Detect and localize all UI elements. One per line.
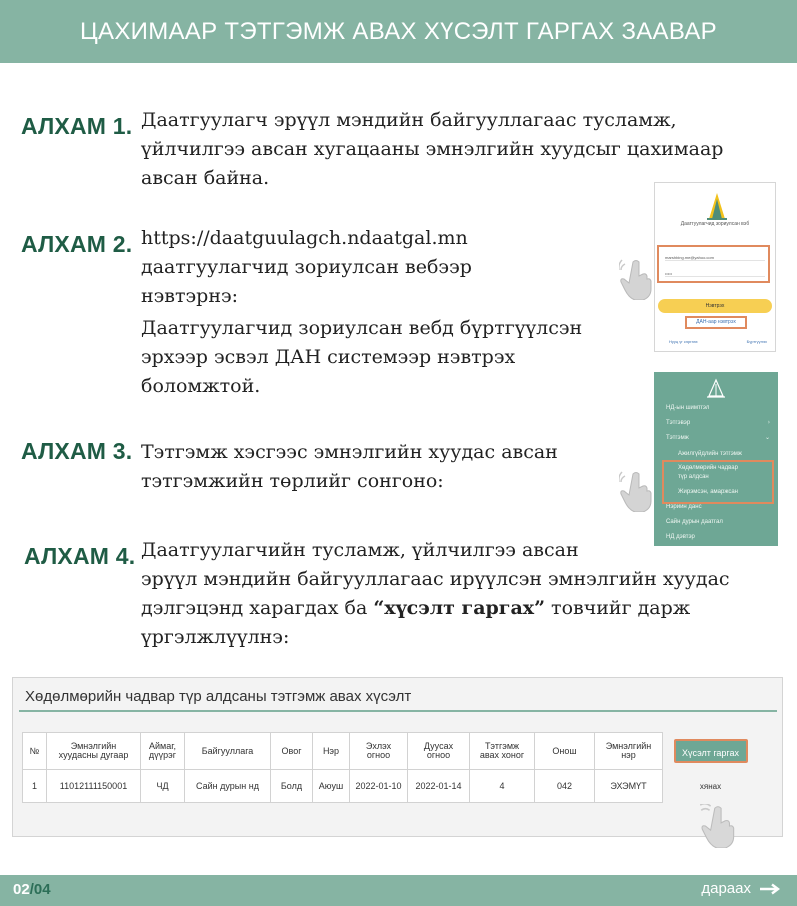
cell-name: Аюуш bbox=[313, 770, 350, 803]
ndaatgal-logo-icon bbox=[705, 191, 729, 221]
step-3-line: Тэтгэмж хэсгээс эмнэлгийн хуудас авсан bbox=[141, 441, 558, 463]
page-current: 02 bbox=[13, 881, 30, 898]
col-start-date: Эхлэх огноо bbox=[350, 733, 408, 770]
menu-item-hodolmor-cont[interactable]: түр алдсан bbox=[678, 474, 709, 480]
col-name: Нэр bbox=[313, 733, 350, 770]
cell-number: 1 bbox=[23, 770, 47, 803]
page-title: ЦАХИМААР ТЭТГЭМЖ АВАХ ХҮСЭЛТ ГАРГАХ ЗААВАР bbox=[79, 17, 717, 45]
step-4-line: үргэлжлүүлнэ: bbox=[141, 626, 290, 648]
col-action bbox=[663, 733, 759, 770]
menu-item-devter[interactable]: НД дэвтэр bbox=[666, 534, 695, 540]
step-4-line: эрүүл мэндийн байгууллагаас ирүүлсэн эмнэлгийн хуудас bbox=[141, 568, 730, 590]
step-4-label: АЛХАМ 4. bbox=[24, 543, 136, 569]
login-screenshot bbox=[654, 182, 776, 352]
menu-item-shimtgel[interactable]: НД-ын шимтгэл bbox=[666, 405, 710, 411]
next-button[interactable] bbox=[701, 880, 781, 897]
col-number: № bbox=[23, 733, 47, 770]
step-3-line: тэтгэмжийн төрлийг сонгоно: bbox=[141, 470, 444, 492]
menu-highlight bbox=[662, 460, 774, 504]
step-4-line bbox=[141, 594, 730, 623]
arrow-right-icon bbox=[759, 883, 781, 895]
step-2-text bbox=[141, 224, 472, 311]
website-link[interactable]: https://daatguulagch.ndaatgal.mn bbox=[141, 227, 468, 249]
step-1-label: АЛХАМ 1. bbox=[21, 113, 133, 139]
col-sheet-number: Эмнэлгийн хуудасны дугаар bbox=[47, 733, 141, 770]
step-1-text bbox=[141, 106, 723, 193]
step-2-line: даатгуулагчид зориулсан вебээр bbox=[141, 256, 472, 278]
step-2-extra-text bbox=[141, 314, 582, 401]
step-2-extra-line: эрхээр эсвэл ДАН системээр нэвтрэх bbox=[141, 346, 516, 368]
login-credentials-highlight bbox=[657, 245, 770, 283]
next-label: дараах bbox=[701, 880, 751, 897]
step-4-line3-post: товчийг дарж bbox=[545, 597, 691, 619]
step-4-line: Даатгуулагчийн тусламж, үйлчилгээ авсан bbox=[141, 539, 579, 561]
step-4-line3-bold: “хүсэлт гаргах” bbox=[373, 597, 546, 619]
hand-pointer-icon bbox=[700, 804, 738, 848]
login-links bbox=[669, 339, 767, 344]
forgot-password-link[interactable]: Нууц үг сэргээх bbox=[669, 339, 698, 344]
cell-hospital: ЭХЭМҮТ bbox=[595, 770, 663, 803]
chevron-down-icon: ⌄ bbox=[764, 434, 770, 441]
menu-item-jiremsen[interactable]: Жирэмсэн, амаржсан bbox=[678, 489, 738, 495]
col-organization: Байгууллага bbox=[185, 733, 271, 770]
cell-diagnosis: 042 bbox=[535, 770, 595, 803]
menu-item-hodolmor[interactable]: Хөдөлмөрийн чадвар bbox=[678, 465, 738, 471]
cell-province: ЧД bbox=[141, 770, 185, 803]
cell-end-date: 2022-01-14 bbox=[408, 770, 470, 803]
step-2-extra-line: боломжтой. bbox=[141, 375, 261, 397]
cell-organization: Сайн дурын нд bbox=[185, 770, 271, 803]
page-total: /04 bbox=[29, 881, 51, 898]
step-2-extra-line: Даатгуулагчид зориулсан вебд бүртгүүлсэн bbox=[141, 317, 583, 339]
chevron-right-icon: › bbox=[767, 419, 770, 426]
register-link[interactable]: Бүртгүүлэх bbox=[746, 339, 767, 344]
menu-item-tetgever[interactable]: Тэтгэвэр bbox=[666, 420, 691, 426]
menu-item-ajilguidel[interactable]: Ажилгүйдлийн тэтгэмж bbox=[678, 451, 742, 457]
request-table bbox=[22, 732, 759, 803]
cell-days: 4 bbox=[470, 770, 535, 803]
login-button[interactable]: Нэвтрэх bbox=[658, 299, 772, 313]
hand-pointer-icon bbox=[619, 470, 655, 512]
menu-item-tetgemj[interactable]: Тэтгэмж bbox=[666, 435, 689, 441]
step-1-line: Даатгуулагч эрүүл мэндийн байгууллагаас тусламж, bbox=[141, 109, 677, 131]
hand-pointer-icon bbox=[619, 258, 655, 300]
step-3-text bbox=[141, 438, 558, 496]
col-surname: Овог bbox=[271, 733, 313, 770]
dan-login-button[interactable]: ДАН-аар нэвтрэх bbox=[685, 316, 747, 329]
ndaatgal-logo-icon bbox=[704, 378, 728, 400]
step-2-line: нэвтэрнэ: bbox=[141, 285, 239, 307]
col-diagnosis: Онош bbox=[535, 733, 595, 770]
request-panel-title: Хөдөлмөрийн чадвар түр алдсаны тэтгэмж авах хүсэлт bbox=[25, 688, 412, 705]
request-button[interactable]: Хүсэлт гаргах bbox=[674, 739, 748, 763]
step-1-line: авсан байна. bbox=[141, 167, 270, 189]
table-row bbox=[23, 770, 759, 803]
menu-item-dans[interactable]: Нэрийн данс bbox=[666, 504, 702, 510]
step-2-label: АЛХАМ 2. bbox=[21, 231, 133, 257]
page-header bbox=[0, 0, 797, 63]
login-title: Даатгуулагчид зориулсан вэб bbox=[680, 221, 750, 227]
review-link[interactable]: хянах bbox=[699, 782, 722, 791]
step-1-line: үйлчилгээ авсан хугацааны эмнэлгийн хуудсыг цахимаар bbox=[141, 138, 724, 160]
login-email-field[interactable]: marshbing.me@yahoo.com bbox=[665, 255, 765, 261]
panel-divider bbox=[19, 710, 777, 712]
cell-start-date: 2022-01-10 bbox=[350, 770, 408, 803]
menu-item-sain-duryn[interactable]: Сайн дурын даатгал bbox=[666, 519, 723, 525]
step-4-text bbox=[141, 536, 730, 652]
page-footer bbox=[0, 875, 797, 906]
login-password-field[interactable]: ••••• bbox=[665, 271, 765, 277]
cell-surname: Болд bbox=[271, 770, 313, 803]
page-indicator bbox=[13, 881, 51, 898]
table-header-row bbox=[23, 733, 759, 770]
col-end-date: Дуусах огноо bbox=[408, 733, 470, 770]
step-3-label: АЛХАМ 3. bbox=[21, 438, 133, 464]
cell-sheet-number: 11012111150001 bbox=[47, 770, 141, 803]
col-province: Аймаг, дүүрэг bbox=[141, 733, 185, 770]
menu-screenshot bbox=[654, 372, 778, 546]
cell-review bbox=[663, 770, 759, 803]
col-days: Тэтгэмж авах хоног bbox=[470, 733, 535, 770]
col-hospital: Эмнэлгийн нэр bbox=[595, 733, 663, 770]
request-panel bbox=[12, 677, 783, 837]
step-4-line3-pre: дэлгэцэнд харагдах ба bbox=[141, 597, 374, 619]
